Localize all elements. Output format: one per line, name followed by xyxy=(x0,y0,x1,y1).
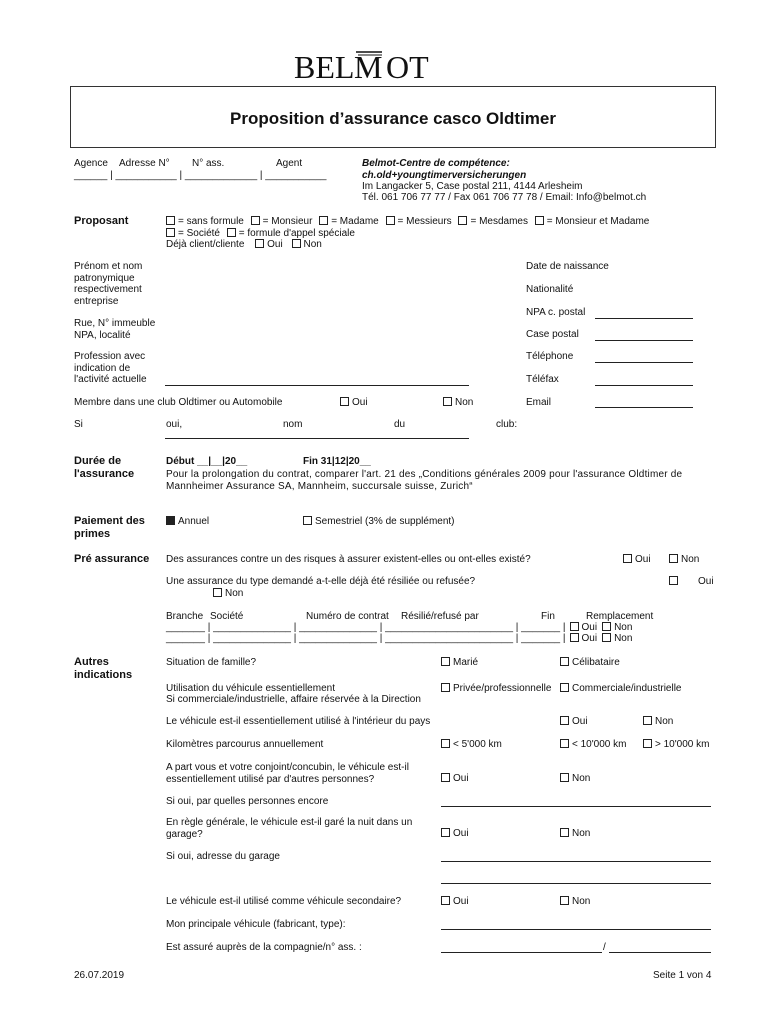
garage-non: Non xyxy=(560,828,590,839)
col-branche: Branche xyxy=(166,611,204,622)
case-postal-label: Case postal xyxy=(526,329,579,340)
utilisation-question: Utilisation du véhicule essentiellement xyxy=(166,683,335,694)
checkbox[interactable] xyxy=(441,683,450,692)
km-10000-less: < 10'000 km xyxy=(560,739,626,750)
km-question: Kilomètres parcourus annuellement xyxy=(166,739,324,750)
club-label: club: xyxy=(496,419,518,430)
salutation-options-row1: = sans formule = Monsieur = Madame = Messieurs = Mesdames = Monsieur et Madame xyxy=(166,216,649,227)
company-sub: ch.old+youngtimerversicherungen xyxy=(362,170,527,181)
email-label: Email xyxy=(526,397,552,408)
pre-row-1: _______ | ______________ | ______________ | _______________________ | _______ | Oui Non xyxy=(166,622,633,633)
assure-compagnie-line[interactable] xyxy=(441,952,602,953)
garage-adresse-line-1[interactable] xyxy=(441,861,711,862)
pre-q2-non: Non xyxy=(213,588,243,599)
street-label: Rue, N° immeuble NPA, localité xyxy=(74,318,156,341)
dob-label: Date de naissance xyxy=(526,261,609,272)
telephone-label: Téléphone xyxy=(526,351,574,362)
nationality-label: Nationalité xyxy=(526,284,574,295)
membre-oui: Oui xyxy=(340,397,368,408)
col-remplacement: Remplacement xyxy=(586,611,654,622)
checkbox[interactable] xyxy=(213,588,222,597)
col-societe: Société xyxy=(210,611,244,622)
km-5000: < 5'000 km xyxy=(441,739,502,750)
pays-non: Non xyxy=(643,716,673,727)
checkbox[interactable] xyxy=(166,228,175,237)
page-title: Proposition d’assurance casco Oldtimer xyxy=(230,109,556,128)
checkbox[interactable] xyxy=(166,216,175,225)
svg-text:M: M xyxy=(354,49,383,84)
marie-option: Marié xyxy=(441,657,478,668)
autres-heading: Autres indications xyxy=(74,656,133,681)
garage-question: En règle générale, le véhicule est-il garé la nuit dans un garage? xyxy=(166,817,413,840)
pre-q2-oui-checkbox xyxy=(669,576,681,587)
svg-text:BEL: BEL xyxy=(294,49,355,84)
checkbox[interactable] xyxy=(560,828,569,837)
debut-field[interactable]: Début __|__|20__ xyxy=(166,456,248,467)
principal-vehicule-line[interactable] xyxy=(441,929,711,930)
checkbox[interactable] xyxy=(441,657,450,666)
company-address: Im Langacker 5, Case postal 211, 4144 Arlesheim xyxy=(362,181,583,192)
principal-vehicule-question: Mon principale véhicule (fabricant, type): xyxy=(166,919,346,930)
telefax-label: Téléfax xyxy=(526,374,559,385)
profession-label: Profession avec indication de l'activité actuelle xyxy=(74,351,147,385)
checkbox[interactable] xyxy=(669,554,678,563)
belmot-logo xyxy=(294,48,444,84)
secondaire-non: Non xyxy=(560,896,590,907)
paiement-heading: Paiement des primes xyxy=(74,515,145,540)
footer-page: Seite 1 von 4 xyxy=(653,970,712,981)
pays-question: Le véhicule est-il essentiellement utilisé à l'intérieur du pays xyxy=(166,716,431,727)
pre-q1: Des assurances contre un des risques à assurer existent-elles ou ont-elles existé? xyxy=(166,554,531,565)
proposant-heading: Proposant xyxy=(74,215,129,227)
checkbox[interactable] xyxy=(560,739,569,748)
pre-row-2: _______ | ______________ | ______________ | _______________________ | _______ | Oui Non xyxy=(166,633,633,644)
company-name: Belmot-Centre de compétence: xyxy=(362,158,510,169)
col-fin: Fin xyxy=(541,611,555,622)
existing-client-row: Déjà client/cliente Oui Non xyxy=(166,239,322,250)
celibataire-option: Célibataire xyxy=(560,657,620,668)
checkbox[interactable] xyxy=(560,896,569,905)
checkbox[interactable] xyxy=(443,397,452,406)
secondaire-oui: Oui xyxy=(441,896,469,907)
checkbox[interactable] xyxy=(458,216,467,225)
garage-adresse-line-2[interactable] xyxy=(441,883,711,884)
utilisation-note: Si commerciale/industrielle, affaire réservée à la Direction xyxy=(166,694,421,705)
autres-personnes-non: Non xyxy=(560,773,590,784)
checkbox[interactable] xyxy=(441,773,450,782)
si-oui-label: oui, xyxy=(166,419,183,430)
famille-question: Situation de famille? xyxy=(166,657,257,668)
checkbox[interactable] xyxy=(560,657,569,666)
checkbox[interactable] xyxy=(251,216,260,225)
annuel-option: Annuel xyxy=(166,516,209,527)
checkbox[interactable] xyxy=(441,739,450,748)
telephone-line[interactable] xyxy=(595,362,693,363)
logo-graphic xyxy=(294,48,444,84)
svg-text:OT: OT xyxy=(386,49,429,84)
quelles-personnes-question: Si oui, par quelles personnes encore xyxy=(166,796,329,807)
checkbox[interactable] xyxy=(570,633,579,642)
semestriel-option: Semestriel (3% de supplément) xyxy=(303,516,455,527)
npa-postal-line[interactable] xyxy=(595,318,693,319)
npa-postal-label: NPA c. postal xyxy=(526,307,586,318)
checkbox[interactable] xyxy=(623,554,632,563)
club-du-label: du xyxy=(394,419,406,430)
checkbox[interactable] xyxy=(602,622,611,631)
duree-heading: Durée de l'assurance xyxy=(74,455,135,480)
garage-adresse-question: Si oui, adresse du garage xyxy=(166,851,280,862)
fin-field[interactable]: Fin 31|12|20__ xyxy=(303,456,371,467)
checkbox[interactable] xyxy=(602,633,611,642)
checkbox[interactable] xyxy=(643,716,652,725)
checkbox[interactable] xyxy=(560,716,569,725)
title-box xyxy=(70,86,716,148)
checked-checkbox[interactable] xyxy=(166,516,175,525)
pre-assurance-heading: Pré assurance xyxy=(74,553,150,565)
checkbox[interactable] xyxy=(441,828,450,837)
salutation-options-row2: = Société = formule d'appel spéciale xyxy=(166,228,355,239)
checkbox[interactable] xyxy=(227,228,236,237)
membre-label: Membre dans une club Oldtimer ou Automobile xyxy=(74,397,283,408)
garage-oui: Oui xyxy=(441,828,469,839)
commerciale-option: Commerciale/industrielle xyxy=(560,683,681,694)
assure-aupres-question: Est assuré auprès de la compagnie/n° ass. : xyxy=(166,942,362,953)
quelles-personnes-line[interactable] xyxy=(441,806,711,807)
km-10000-more: > 10'000 km xyxy=(643,739,709,750)
pre-q2: Une assurance du type demandé a-t-elle déjà été résiliée ou refusée? xyxy=(166,576,476,587)
profession-line[interactable] xyxy=(165,385,469,386)
checkbox[interactable] xyxy=(441,896,450,905)
address-label: Adresse N° xyxy=(119,158,170,169)
agency-blanks[interactable]: ______ | ___________ | _____________ | ___________ xyxy=(74,170,327,181)
name-label: Prénom et nom patronymique respectivement entreprise xyxy=(74,261,143,307)
membre-non: Non xyxy=(443,397,473,408)
autres-personnes-question: A part vous et votre conjoint/concubin, le véhicule est-il essentiellement utilisé par d'autres personnes? xyxy=(166,762,409,785)
col-contrat: Numéro de contrat xyxy=(306,611,389,622)
duree-note: Pour la prolongation du contrat, comparer l'art. 21 des „Conditions générales 2009 pour l'assurance Oldtimer de Mannheimer Assurance SA, Mannheim, succursale suisse, Zurich“ xyxy=(166,469,683,492)
email-line[interactable] xyxy=(595,407,693,408)
checkbox[interactable] xyxy=(319,216,328,225)
company-contact: Tél. 061 706 77 77 / Fax 061 706 77 78 / Email: Info@belmot.ch xyxy=(362,192,647,203)
secondaire-question: Le véhicule est-il utilisé comme véhicule secondaire? xyxy=(166,896,402,907)
slash-separator: / xyxy=(603,942,606,953)
checkbox[interactable] xyxy=(643,739,652,748)
autres-personnes-oui: Oui xyxy=(441,773,469,784)
col-resilie: Résilié/refusé par xyxy=(401,611,479,622)
checkbox[interactable] xyxy=(386,216,395,225)
checkbox[interactable] xyxy=(560,773,569,782)
privee-option: Privée/professionnelle xyxy=(441,683,551,694)
pays-oui: Oui xyxy=(560,716,588,727)
checkbox[interactable] xyxy=(570,622,579,631)
agency-label: Agence xyxy=(74,158,108,169)
case-postal-line[interactable] xyxy=(595,340,693,341)
club-line[interactable] xyxy=(165,438,469,439)
telefax-line[interactable] xyxy=(595,385,693,386)
checkbox[interactable] xyxy=(669,576,678,585)
checkbox[interactable] xyxy=(340,397,349,406)
pre-q1-oui: Oui xyxy=(623,554,651,565)
pre-q2-oui-label: Oui xyxy=(698,576,714,587)
assure-numero-line[interactable] xyxy=(609,952,711,953)
checkbox[interactable] xyxy=(255,239,264,248)
policy-number-label: N° ass. xyxy=(192,158,225,169)
checkbox[interactable] xyxy=(303,516,312,525)
si-label: Si xyxy=(74,419,83,430)
pre-q1-non: Non xyxy=(669,554,699,565)
checkbox[interactable] xyxy=(535,216,544,225)
club-name-label: nom xyxy=(283,419,303,430)
checkbox[interactable] xyxy=(560,683,569,692)
agent-label: Agent xyxy=(276,158,303,169)
footer-date: 26.07.2019 xyxy=(74,970,125,981)
checkbox[interactable] xyxy=(292,239,301,248)
